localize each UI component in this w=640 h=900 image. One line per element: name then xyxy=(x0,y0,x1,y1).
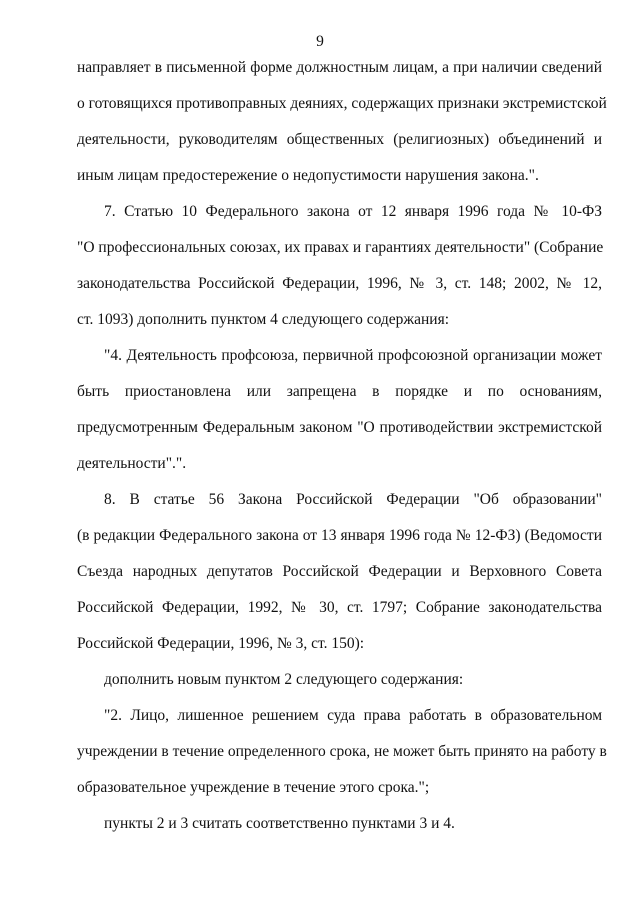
text-line: 8. В статье 56 Закона Российской Федерации "Об образовании" xyxy=(104,491,602,508)
text-line: дополнить новым пунктом 2 следующего содержания: xyxy=(104,671,464,688)
text-line: иным лицам предостережение о недопустимости нарушения закона.". xyxy=(77,167,539,184)
text-line: образовательное учреждение в течение этого срока."; xyxy=(77,779,430,796)
text-line: деятельности, руководителям общественных (религиозных) объединений и xyxy=(77,131,602,148)
text-line: учреждении в течение определенного срока, не может быть принято на работу в xyxy=(77,743,607,760)
text-line: предусмотренным Федеральным законом "О противодействии экстремистской xyxy=(77,419,602,436)
text-line: деятельности".". xyxy=(77,455,187,472)
text-line: (в редакции Федерального закона от 13 января 1996 года № 12-ФЗ) (Ведомости xyxy=(77,527,602,544)
text-line: законодательства Российской Федерации, 1996, № 3, ст. 148; 2002, № 12, xyxy=(77,275,602,292)
text-line: Российской Федерации, 1996, № 3, ст. 150): xyxy=(77,635,365,652)
text-line: Съезда народных депутатов Российской Федерации и Верховного Совета xyxy=(77,563,602,580)
text-line: о готовящихся противоправных деяниях, содержащих признаки экстремистской xyxy=(77,95,607,112)
text-line: Российской Федерации, 1992, № 30, ст. 1797; Собрание законодательства xyxy=(77,599,602,616)
text-line: 7. Статью 10 Федерального закона от 12 января 1996 года № 10-ФЗ xyxy=(104,203,602,220)
text-line: быть приостановлена или запрещена в порядке и по основаниям, xyxy=(77,383,602,400)
page-number: 9 xyxy=(316,33,324,50)
text-line: ст. 1093) дополнить пунктом 4 следующего содержания: xyxy=(77,311,450,328)
text-line: направляет в письменной форме должностным лицам, а при наличии сведений xyxy=(77,59,602,76)
text-line: "2. Лицо, лишенное решением суда права работать в образовательном xyxy=(104,707,602,724)
text-line: пункты 2 и 3 считать соответственно пунктами 3 и 4. xyxy=(104,815,455,832)
text-line: "4. Деятельность профсоюза, первичной профсоюзной организации может xyxy=(104,347,602,364)
text-line: "О профессиональных союзах, их правах и гарантиях деятельности" (Собрание xyxy=(77,239,604,256)
